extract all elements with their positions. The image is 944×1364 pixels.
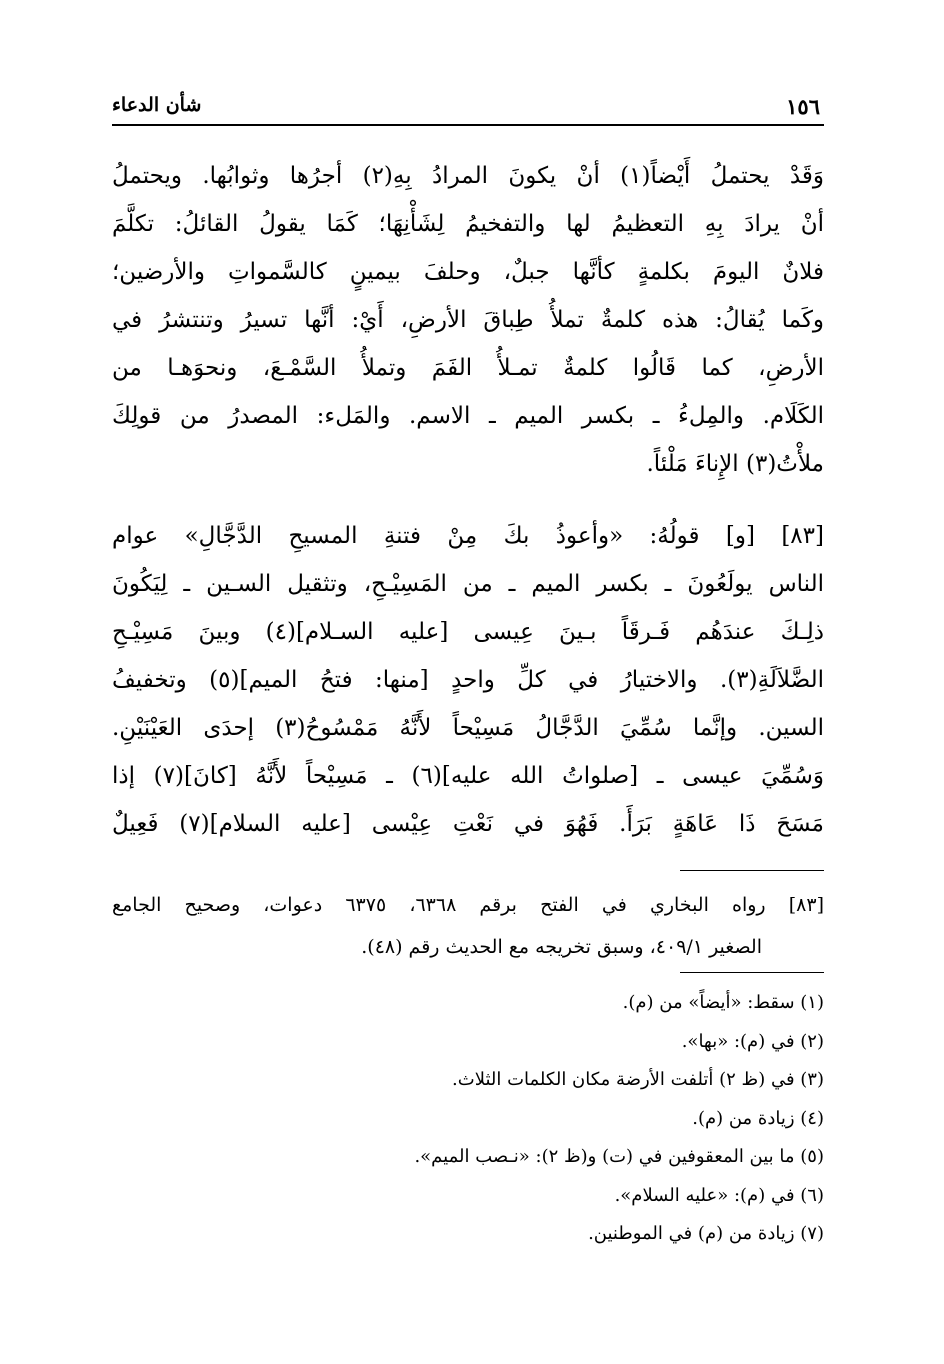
text-line: [٨٣] [و] قولُهُ: «وأعوذُ بكَ مِنْ فتنةِ المسيحِ الدَّجَّالِ» عوام: [112, 523, 824, 549]
footnote: (٧) زيادة من (م) في الموطنين.: [588, 1223, 824, 1244]
text-line: وَسُمِّيَ عيسى ـ [صلواتُ الله عليه](٦) ـ مَسِيْحاً لأَنَّهُ [كانَ](٧) إذا: [112, 763, 824, 789]
text-line: وَقَدْ يحتملُ أَيْضاً(١) أنْ يكونَ المرادُ بِهِ(٢) أجرُها وثوابُها. ويحتملُ: [112, 163, 824, 189]
footnote: (٦) في (م): «عليه السلام».: [614, 1184, 824, 1206]
text-line: فلانٌ اليومَ بكلمةٍ كأنَّها جبلٌ، وحلفَ بيمينٍ كالسَّمواتِ والأرضين؛: [112, 259, 824, 285]
page-header: [110, 92, 822, 126]
paragraph-1: [112, 152, 824, 488]
main-text: [112, 152, 824, 848]
footnote-separator: [680, 972, 824, 973]
text-line: ذلِـكَ عندَهُم فَـرقَاً بـينَ عِيسى [عليه السـلام](٤) وبينَ مَسِيْـحِ: [112, 619, 824, 645]
footnote: (٣) في (ظ ٢) أتلفت الأرضة مكان الكلمات الثلاث.: [452, 1069, 824, 1090]
page-number: ١٥٦: [786, 94, 820, 119]
footnote: (٢) في (م): «بها».: [681, 1030, 824, 1052]
reference-line: الصغير ٤٠٩/١، وسبق تخريجه مع الحديث رقم (٤٨).: [361, 936, 762, 958]
reference-line: [٨٣] رواه البخاري في الفتح برقم ٦٣٦٨، ٦٣٧٥ دعوات، وصحيح الجامع: [112, 894, 825, 916]
text-line: الناس يولَعُونَ ـ بكسر الميم ـ من المَسِيْـحِ، وتثقيل السـين ـ لِيَكُونَ: [112, 571, 824, 597]
text-line: ملأْتُ(٣) الإِناءَ مَلْئاً.: [646, 451, 824, 477]
footnotes: [124, 984, 824, 1254]
footnote: (٤) زيادة من (م).: [692, 1107, 824, 1129]
running-title: شأن الدعاء: [112, 94, 202, 116]
text-line: أنْ يرادَ بِهِ التعظيمُ لها والتفخيمُ لِشَأْنِهَا؛ كَمَا يقولُ القائلُ: تكلَّمَ: [112, 211, 824, 237]
text-line: الأرضِ، كما قَالُوا كلمةٌ تمـلأُ الفَمَ وتملأُ السَّمْـعَ، ونحوَهـا من: [112, 355, 824, 381]
hadith-reference-note: [112, 884, 824, 968]
footnote: (٥) ما بين المعقوفين في (ت) و(ظ ٢): «نـصب الميم».: [414, 1146, 824, 1167]
footnote: (١) سقط: «أيضاً» من (م).: [622, 992, 824, 1013]
text-line: السين. وإنَّما سُمِّيَ الدَّجَّالُ مَسِيْحاً لأَنَّهُ مَمْسُوحُ(٣) إحدَى العَيْنَيْنِ.: [112, 715, 824, 741]
header-rule: [112, 124, 824, 126]
paragraph-2: [112, 512, 824, 848]
text-line: الكَلَام. والمِلءُ ـ بكسر الميم ـ الاسم. والمَلء: المصدرُ من قولِكَ: [112, 403, 824, 429]
footnote-separator: [680, 870, 824, 871]
text-line: وكَما يُقالُ: هذه كلمةٌ تملأُ طِباقَ الأرضِ، أَيْ: أنَّها تسيرُ وتنتشرُ في: [112, 307, 824, 333]
text-line: مَسَحَ ذَا عَاهَةٍ بَرَأَ. فَهُوَ في نَعْتِ عِيْسى [عليه السلام](٧) فَعِيلٌ: [112, 811, 824, 837]
text-line: الضَّلاَلَةِ(٣). والاختيارُ في كلِّ واحدٍ [منها: فتحُ الميم](٥) وتخفيفُ: [112, 667, 824, 693]
